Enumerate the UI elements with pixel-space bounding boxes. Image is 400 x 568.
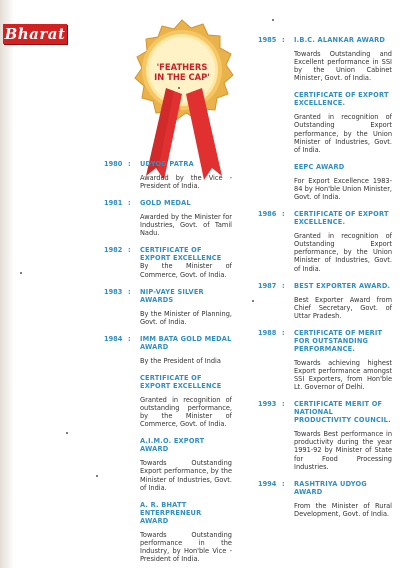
award-description: Awarded by the Vice - President of India. <box>140 174 232 191</box>
award-title: A. R. BHATT ENTERPRENEUR AWARD <box>140 500 202 525</box>
print-speck <box>96 475 98 477</box>
bharat-logo: Bharat <box>4 25 66 43</box>
year-colon: : <box>128 160 131 168</box>
year-colon: : <box>282 281 285 290</box>
print-speck <box>178 87 180 89</box>
award-title: CERTIFICATE OF EXPORT EXCELLENCE <box>140 246 222 263</box>
year-colon: : <box>282 479 285 488</box>
award-year: 1983 <box>104 287 123 296</box>
award-title: CERTIFICATE OF EXPORT EXCELLENCE. <box>294 91 389 108</box>
award-title: CERTIFICATE OF EXPORT EXCELLENCE <box>140 373 222 390</box>
award-description: By the Minister of Planning, Govt. of India. <box>140 309 232 326</box>
award-description: Awarded by the Minister for Industries, Govt. of Tamil Nadu. <box>140 213 232 238</box>
year-colon: : <box>282 36 285 44</box>
award-description: From the Minister of Rural Development, Govt. of India. <box>294 501 392 518</box>
awards-right-column <box>258 36 392 518</box>
award-year: 1981 <box>104 199 123 208</box>
award-description: Granted in recognition of Outstanding Export performance, by the Union Minister of Industries, Govt. of India. <box>294 113 392 154</box>
award-title: EEPC AWARD <box>294 162 345 171</box>
award-year: 1982 <box>104 246 123 255</box>
year-colon: : <box>128 287 131 296</box>
year-colon: : <box>128 199 131 208</box>
award-sub-entry <box>140 437 232 491</box>
print-speck <box>66 432 68 434</box>
rosette-line-2: IN THE CAP' <box>154 72 210 82</box>
page-edge-shadow <box>0 0 14 568</box>
award-sub-entry <box>294 91 392 153</box>
award-description: Granted in recognition of Outstanding Export performance, by the Union Minister of Industries, Govt. of India. <box>294 232 392 273</box>
award-entry-1993 <box>258 400 392 470</box>
awards-left-column <box>104 160 232 563</box>
award-entry-1984 <box>104 335 232 563</box>
award-description: For Export Excellence 1983-84 by Hon'ble Union Minister, Govt. of India. <box>294 176 392 202</box>
award-description: Towards Outstanding Export performance, by the Minister of Industries, Govt. of India. <box>140 459 232 492</box>
award-entry-1994 <box>258 480 392 518</box>
award-year: 1987 <box>258 281 277 290</box>
rosette-line-1: 'FEATHERS <box>156 62 208 72</box>
award-sub-entry <box>140 374 232 428</box>
award-description: Towards Outstanding and Excellent performance in SSI by the Union Cabinet Minister, Govt. of India. <box>294 50 392 83</box>
award-title: NIP-VAYE SILVER AWARDS <box>140 287 204 304</box>
year-colon: : <box>282 400 285 409</box>
award-entry-1980 <box>104 160 232 190</box>
award-year: 1988 <box>258 328 277 337</box>
award-title: CERTIFICATE OF MERIT FOR OUTSTANDING PERFORMANCE. <box>294 328 383 353</box>
print-speck <box>20 272 22 274</box>
award-entry-1981 <box>104 199 232 237</box>
award-year: 1984 <box>104 334 123 343</box>
award-title: CERTIFICATE OF EXPORT EXCELLENCE. <box>294 210 389 227</box>
rosette-caption <box>132 62 232 82</box>
award-entry-1985 <box>258 36 392 201</box>
award-description: By the Minister of Commerce, Govt. of India. <box>140 262 232 279</box>
year-colon: : <box>128 334 131 343</box>
award-description: By the President of India <box>140 356 221 365</box>
award-year: 1993 <box>258 400 277 409</box>
award-title: A.I.M.O. EXPORT AWARD <box>140 437 205 454</box>
award-title: IMM BATA GOLD MEDAL AWARD <box>140 334 232 351</box>
award-year: 1986 <box>258 210 277 219</box>
award-sub-entry <box>140 501 232 563</box>
award-description: Towards Outstanding performance in the Industry, by Hon'ble Vice - President of India. <box>140 530 232 563</box>
award-description: Towards Best performance in productivity during the year 1991-92 by Minister of State for Food Processing Industries. <box>294 430 392 471</box>
award-description: Best Exporter Award from Chief Secretary, Govt. of Uttar Pradesh. <box>294 295 392 320</box>
award-title: CERTIFICATE MERIT OF NATIONAL PRODUCTIVITY COUNCIL. <box>294 400 391 425</box>
award-entry-1988 <box>258 329 392 391</box>
award-title: BEST EXPORTER AWARD. <box>294 281 391 290</box>
award-sub-entry <box>294 163 392 201</box>
award-entry-1986 <box>258 210 392 272</box>
award-entry-1982 <box>104 246 232 278</box>
award-year: 1980 <box>104 160 123 168</box>
award-year: 1994 <box>258 479 277 488</box>
award-title: I.B.C. ALANKAR AWARD <box>294 36 386 44</box>
award-entry-1987 <box>258 282 392 320</box>
award-title: UDYOG PATRA <box>140 160 194 168</box>
award-description: Towards achieving highest Export performance amongst SSI Exporters, from Hon'ble Lt. Governor of Delhi. <box>294 358 392 392</box>
year-colon: : <box>128 246 131 255</box>
award-title: GOLD MEDAL <box>140 199 191 208</box>
print-speck <box>252 300 254 302</box>
award-entry-1983 <box>104 288 232 326</box>
award-title: RASHTRIYA UDYOG AWARD <box>294 479 367 496</box>
year-colon: : <box>282 328 285 337</box>
award-description: Granted in recognition of outstanding performance, by the Minister of Commerce, Govt. of India. <box>140 395 232 429</box>
year-colon: : <box>282 210 285 219</box>
award-year: 1985 <box>258 36 277 44</box>
print-speck <box>272 19 274 21</box>
